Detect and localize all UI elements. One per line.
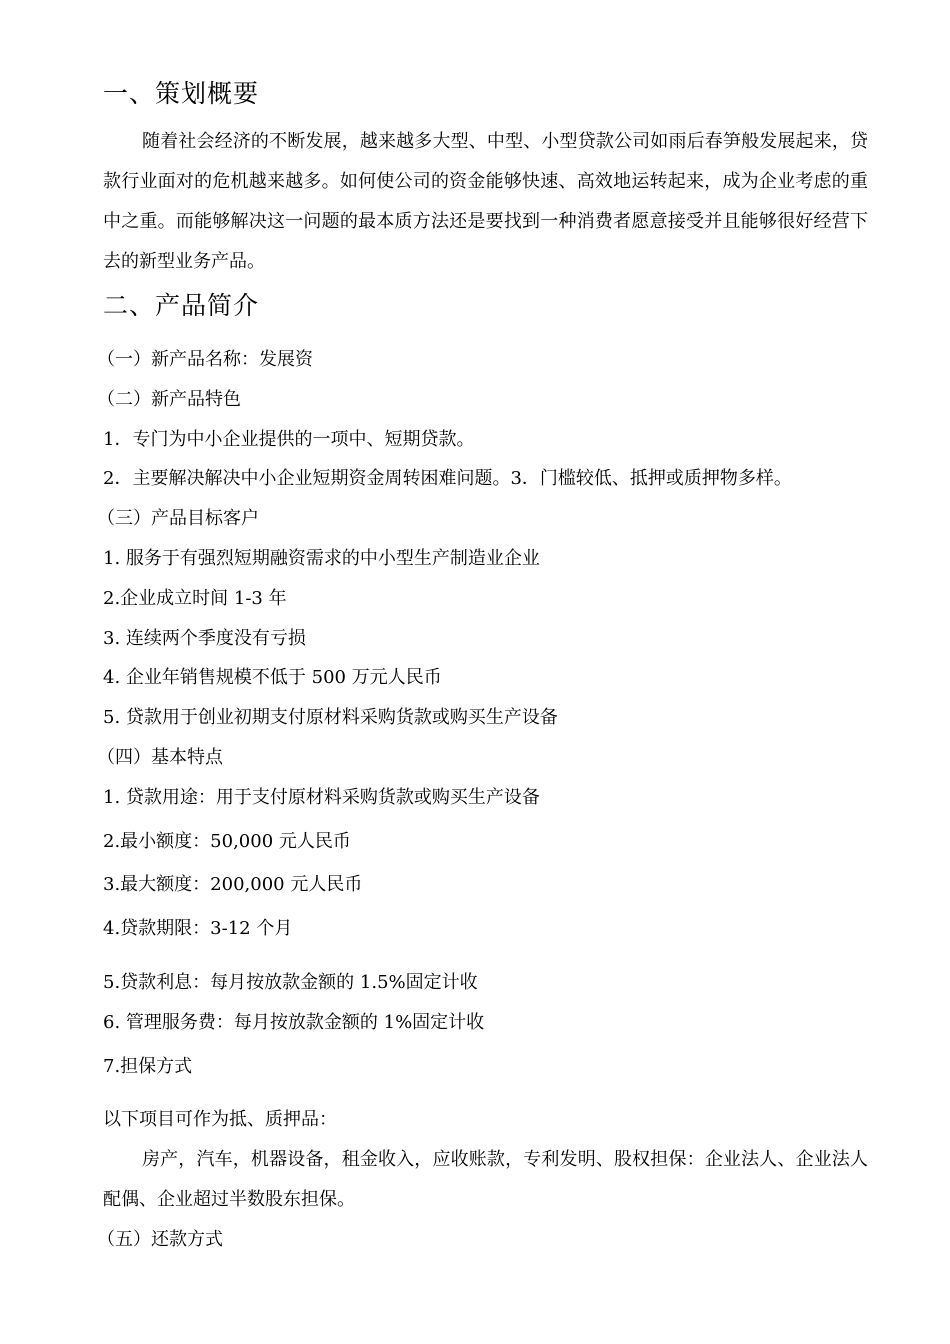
- repayment-heading: （五）还款方式: [97, 1229, 223, 1251]
- customer-criteria-3: 3. 连续两个季度没有亏损: [103, 627, 306, 649]
- feature-2-3: 2．主要解决解决中小企业短期资金周转困难问题。3．门槛较低、抵押或质押物多样。: [103, 468, 792, 490]
- collateral-intro: 以下项目可作为抵、质押品：: [103, 1109, 337, 1131]
- customer-criteria-4: 4. 企业年销售规模不低于 500 万元人民币: [103, 667, 442, 689]
- basic-feature-7: 7.担保方式: [103, 1055, 193, 1077]
- basic-feature-2: 2.最小额度：50,000 元人民币: [103, 830, 351, 852]
- customer-criteria-2: 2.企业成立时间 1-3 年: [103, 587, 287, 609]
- customer-criteria-1: 1. 服务于有强烈短期融资需求的中小型生产制造业企业: [103, 547, 540, 569]
- basic-features-heading: （四）基本特点: [97, 746, 223, 768]
- feature-1: 1．专门为中小企业提供的一项中、短期贷款。: [103, 428, 475, 450]
- target-customer-heading: （三）产品目标客户: [97, 508, 259, 530]
- product-name-line: （一）新产品名称：发展资: [97, 349, 313, 370]
- basic-feature-1: 1. 贷款用途：用于支付原材料采购货款或购买生产设备: [103, 786, 540, 808]
- section-heading-2: 二、产品简介: [103, 291, 260, 320]
- section-heading-1: 一、策划概要: [103, 79, 260, 108]
- basic-feature-6: 6. 管理服务费：每月按放款金额的 1%固定计收: [103, 1011, 485, 1033]
- intro-paragraph: 随着社会经济的不断发展，越来越多大型、中型、小型贷款公司如雨后春笋般发展起来，贷款行业面对的危机越来越多。如何使公司的资金能够快速、高效地运转起来，成为企业考虑的重中之重。而能够解决这一问题的最本质方法还是要找到一种消费者愿意接受并且能够很好经营下去的新型业务产品。: [103, 131, 868, 272]
- basic-feature-3: 3.最大额度：200,000 元人民币: [103, 874, 363, 896]
- basic-feature-5: 5.贷款利息：每月按放款金额的 1.5%固定计收: [103, 971, 478, 993]
- collateral-items: 房产，汽车，机器设备，租金收入，应收账款，专利发明、股权担保：企业法人、企业法人配偶、企业超过半数股东担保。: [103, 1149, 868, 1211]
- customer-criteria-5: 5. 贷款用于创业初期支付原材料采购货款或购买生产设备: [103, 707, 558, 729]
- basic-feature-4: 4.贷款期限：3-12 个月: [103, 918, 293, 940]
- product-features-heading: （二）新产品特色: [97, 388, 241, 410]
